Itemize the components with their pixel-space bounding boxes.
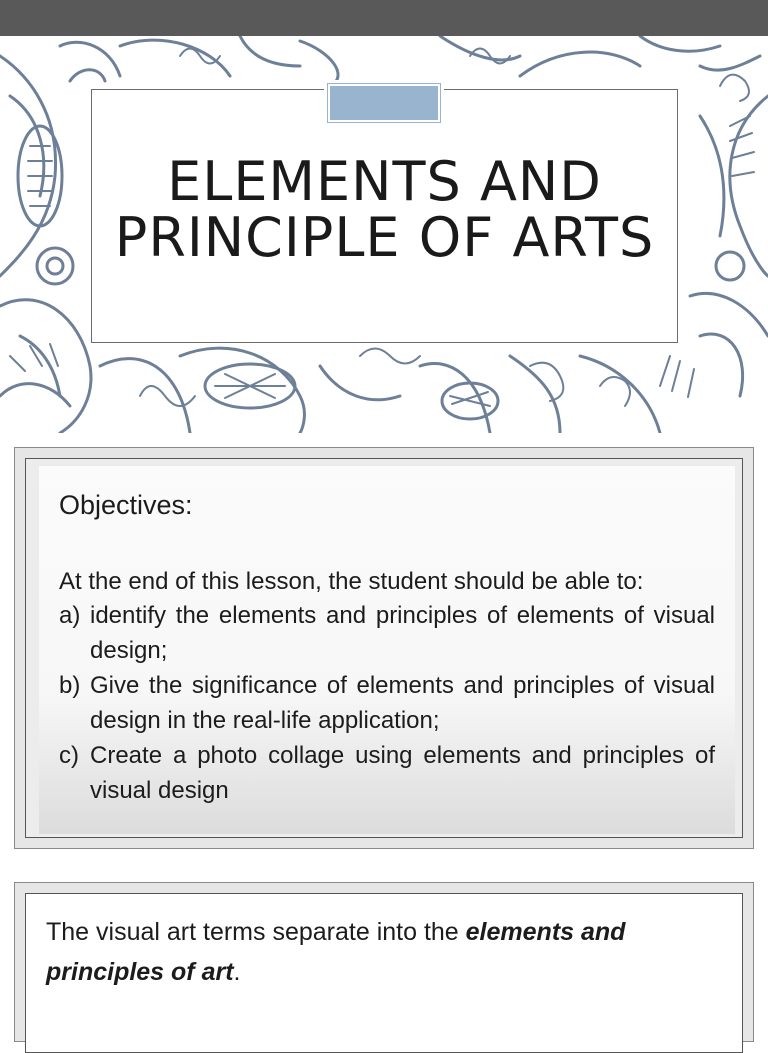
slide-gap [0,433,768,447]
objective-item-a [59,598,715,668]
terms-slide [14,882,754,1042]
terms-text-emphasis: elements and principles of art [46,918,626,986]
terms-text-end: . [233,958,241,986]
terms-text-start: The visual art terms separate into the [46,918,466,946]
terms-paragraph [46,912,736,992]
objective-item-label: c) [59,742,79,769]
objective-item-b [59,668,715,738]
slide-title-line-1: ELEMENTS AND [167,150,602,213]
objective-item-label: a) [59,602,81,629]
title-slide [0,36,768,433]
objective-item-label: b) [59,672,81,699]
title-accent-tab [324,80,444,126]
objective-item-text: Give the significance of elements and principles of visual design in the real-life application; [90,672,715,734]
title-box [91,89,678,343]
objectives-slide [14,447,754,849]
viewer-top-bar [0,0,768,36]
objective-item-text: identify the elements and principles of elements of visual design; [90,602,715,664]
title-accent-tab-fill [328,84,440,122]
slide-title [92,150,677,269]
terms-slide-frame [25,893,743,1053]
objectives-heading: Objectives: [59,490,193,520]
objectives-intro: At the end of this lesson, the student should be able to: [59,568,644,595]
objectives-content [39,466,735,834]
slide-title-line-2: PRINCIPLE OF ARTS [114,206,655,269]
objective-item-text: Create a photo collage using elements and principles of visual design [90,742,715,804]
objective-item-c [59,738,715,808]
